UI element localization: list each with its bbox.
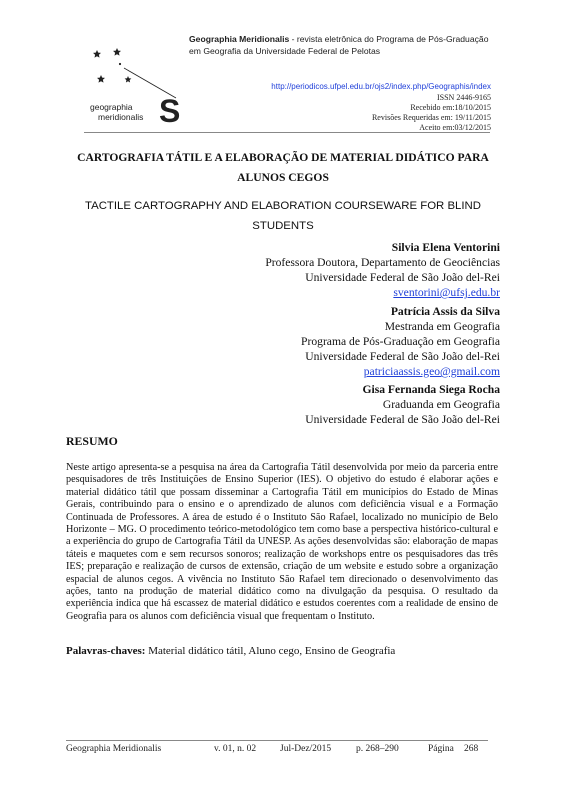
author-role: Mestranda em Geografia — [384, 320, 500, 333]
journal-description — [189, 34, 489, 57]
constellation-icon — [84, 40, 184, 100]
journal-subtitle: - revista eletrônica do Programa de Pós-Graduação em Geografia da Universidade Federal de Pelotas — [189, 34, 489, 56]
logo-text-geographia: geographia — [90, 102, 133, 112]
abstract-body: Neste artigo apresenta-se a pesquisa na área da Cartografia Tátil desenvolvida por meio da parceria entre pesquisadores de três Instituições de Ensino Superior (IES). O objetivo do estudo é elaborar ações e material didático tátil que possam disseminar a Cartografia Tátil em municípios do Estado de Minas Gerais, contribuindo para o ensino e o aprendizado de alunos com deficiência visual e a Formação Continuada de Professores. A área de estudo é o Instituto São Rafael, localizado no município de Belo Horizonte – MG. O procedimento teórico-metodológico tem como base a perspectiva histórico-cultural e a experiência do grupo de Cartografia Tátil da UNESP. As ações desenvolvidas são: elaboração de mapas táteis e maquetes com e sem recursos sonoros; realização de workshops entre os pesquisadores das três IES; preparação e realização de cursos de extensão, criação de um website e estudo sobre a organização espacial de alunos cegos. A vivência no Instituto São Rafael tem direcionado o desenvolvimento das ações, tanto na produção de material didático como na divulgação da pesquisa. O resultado da experiência indica que há escassez de material didático e estudos coerentes com a realidade de ensino de Geografia para os alunos com deficiência visual que frequentam o Instituto. — [66, 462, 498, 622]
footer-page-number: 268 — [464, 744, 479, 754]
author-name: Gisa Fernanda Siega Rocha — [362, 383, 500, 396]
journal-url-link[interactable]: http://periodicos.ufpel.edu.br/ojs2/index.php/Geographis/index — [271, 82, 491, 91]
footer-period: Jul-Dez/2015 — [280, 744, 332, 754]
footer-journal: Geographia Meridionalis — [66, 744, 162, 754]
submission-dates — [372, 93, 491, 133]
footer-pages: p. 268–290 — [356, 744, 399, 754]
author-email-link[interactable]: patriciaassis.geo@gmail.com — [363, 365, 500, 378]
revisions-date: Revisões Requeridas em: 19/11/2015 — [371, 113, 491, 122]
author-block — [265, 240, 500, 300]
author-affiliation: Universidade Federal de São João del-Rei — [305, 271, 500, 284]
journal-name: Geographia Meridionalis — [189, 34, 290, 44]
author-block — [305, 382, 500, 427]
footer-page-label: Página — [428, 744, 454, 754]
keywords — [66, 644, 506, 658]
keywords-text: Material didático tátil, Aluno cego, Ensino de Geografia — [145, 645, 396, 657]
author-affiliation: Universidade Federal de São João del-Rei — [305, 350, 500, 363]
author-affiliation: Universidade Federal de São João del-Rei — [305, 413, 500, 426]
author-program: Programa de Pós-Graduação em Geografia — [301, 335, 500, 348]
header-divider — [84, 132, 490, 133]
article-title-english: TACTILE CARTOGRAPHY AND ELABORATION COURSEWARE FOR BLIND STUDENTS — [85, 200, 481, 232]
keywords-label: Palavras-chaves: — [66, 645, 146, 657]
footer-divider — [66, 740, 488, 741]
issn: ISSN 2446-9165 — [436, 93, 491, 102]
author-block — [301, 304, 500, 379]
logo-text-meridionalis: meridionalis — [98, 112, 144, 122]
accepted-date: Aceito em:03/12/2015 — [419, 123, 491, 132]
author-name: Silvia Elena Ventorini — [391, 241, 500, 254]
article-title-portuguese: CARTOGRAFIA TÁTIL E A ELABORAÇÃO DE MATERIAL DIDÁTICO PARA ALUNOS CEGOS — [77, 151, 489, 184]
author-role: Professora Doutora, Departamento de Geociências — [265, 256, 500, 269]
footer-volume: v. 01, n. 02 — [214, 744, 257, 754]
abstract-heading: RESUMO — [66, 434, 118, 448]
received-date: Recebido em:18/10/2015 — [410, 103, 491, 112]
author-name: Patrícia Assis da Silva — [390, 305, 500, 318]
logo-s-mark: S — [159, 93, 181, 129]
journal-logo — [84, 40, 194, 130]
author-email-link[interactable]: sventorini@ufsj.edu.br — [393, 286, 500, 299]
author-role: Graduanda em Geografia — [382, 398, 500, 411]
